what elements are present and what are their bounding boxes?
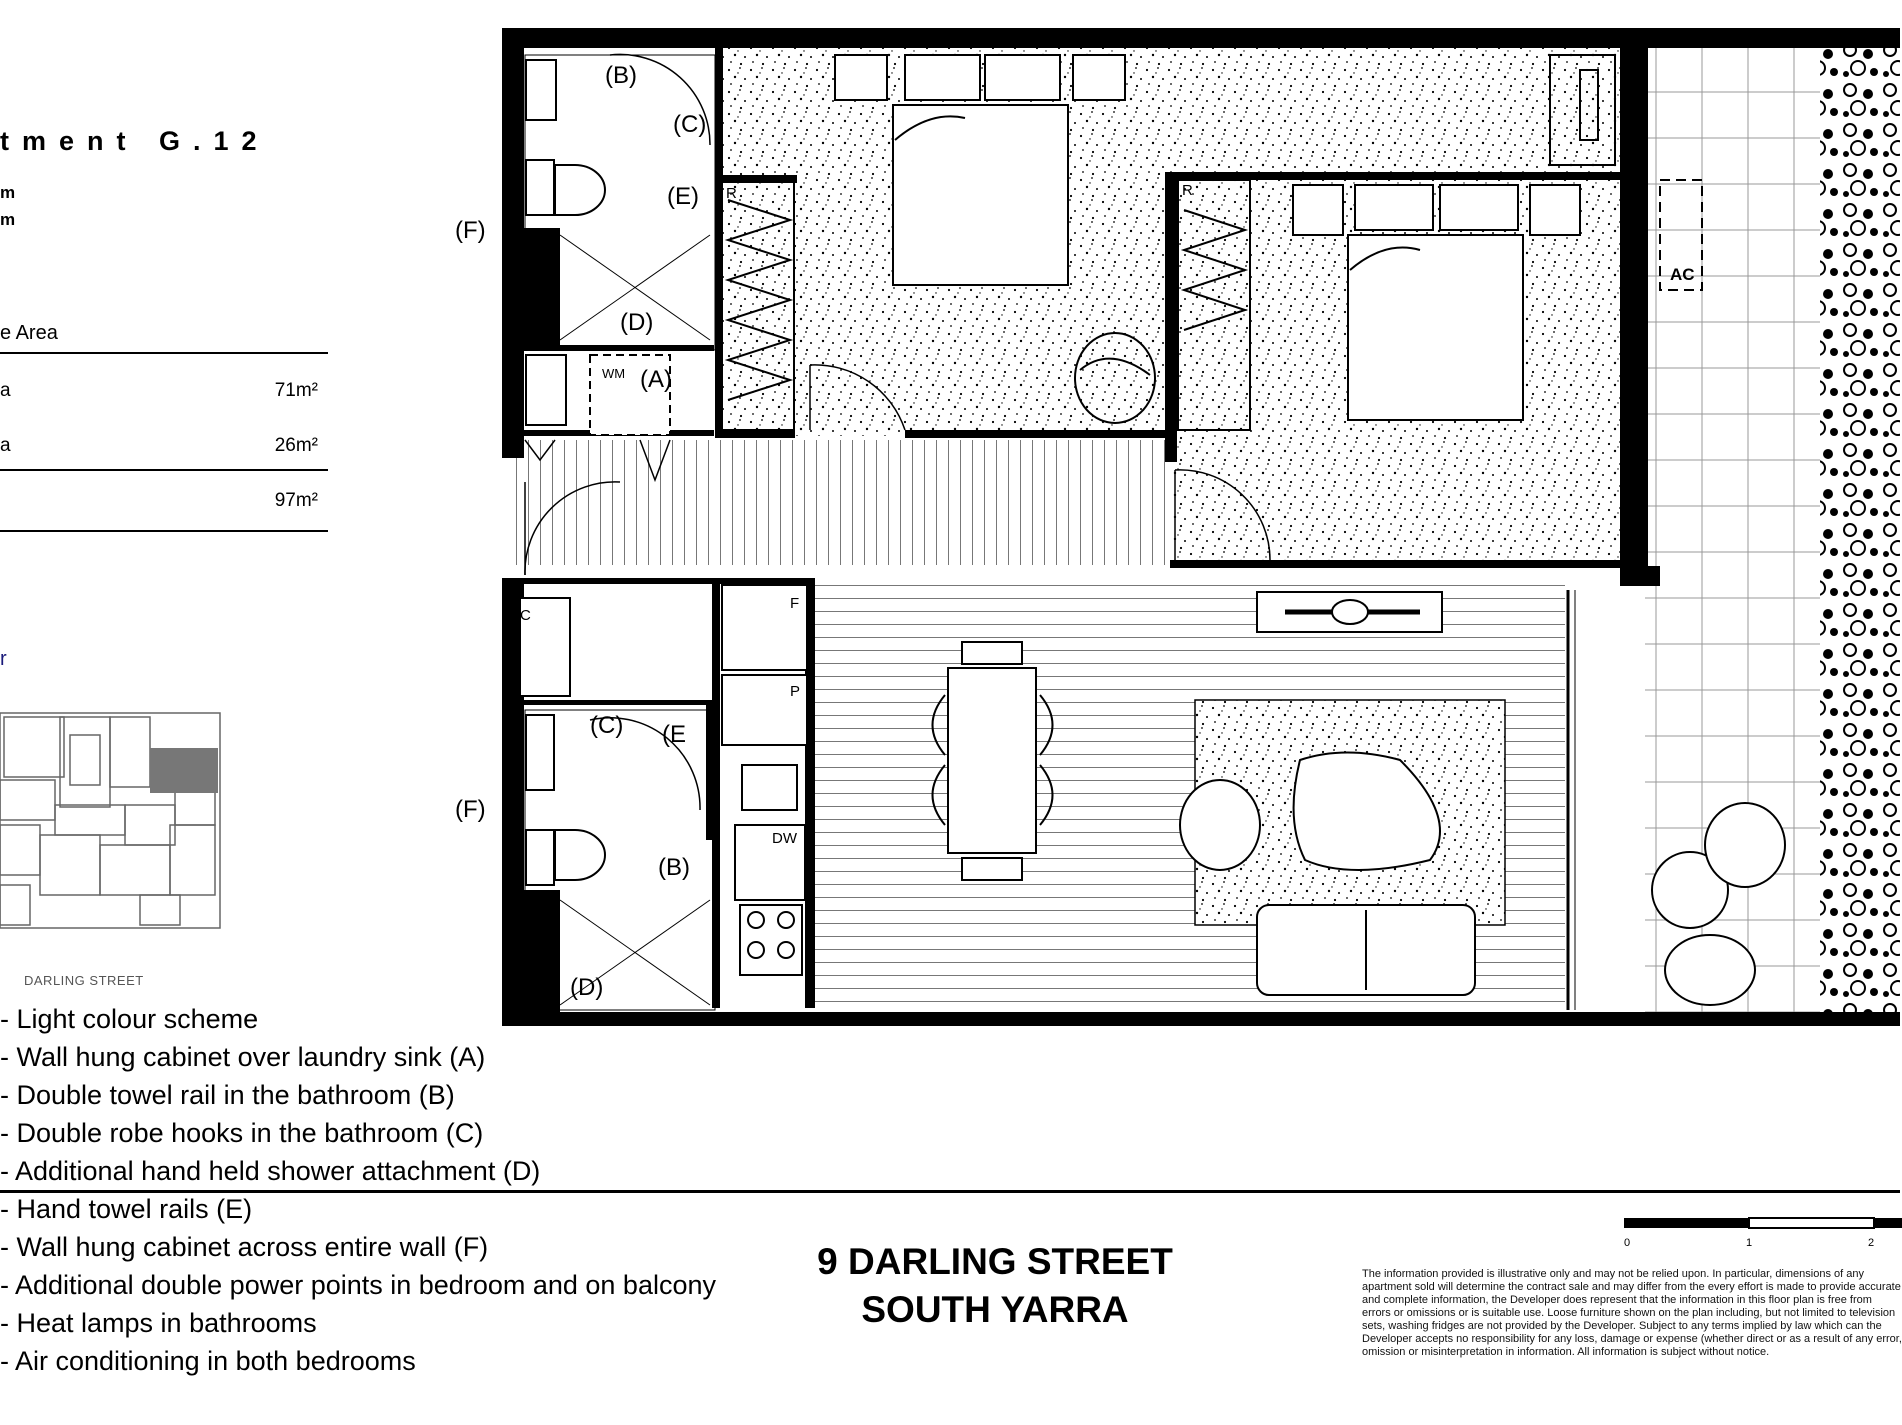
label-d: (D) — [620, 309, 654, 336]
label-e: (E) — [667, 183, 699, 210]
keyplan-street: DARLING STREET — [24, 973, 144, 988]
scale-label: 0 — [1624, 1237, 1631, 1249]
list-item: - Air conditioning in both bedrooms — [0, 1346, 416, 1376]
planter — [1820, 40, 1900, 1015]
label-pantry: P — [790, 683, 801, 700]
footer-divider — [0, 1190, 1900, 1193]
list-item: - Wall hung cabinet across entire wall (F) — [0, 1232, 489, 1262]
list-item: - Double towel rail in the bathroom (B) — [0, 1080, 455, 1110]
label-c: (C) — [673, 111, 707, 138]
area-value: 26m² — [274, 435, 318, 456]
location-label: r — [0, 648, 7, 670]
dining-table — [933, 642, 1053, 880]
address-line2: SOUTH YARRA — [861, 1289, 1129, 1330]
label-a: (A) — [640, 366, 672, 393]
tv-unit — [1257, 592, 1442, 632]
label-ac: AC — [1670, 265, 1695, 284]
label-b: (B) — [605, 62, 637, 89]
apartment-title: tment G.12 — [0, 126, 270, 156]
list-item: - Additional hand held shower attachment (D) — [0, 1156, 541, 1186]
scale-label: 1 — [1746, 1237, 1753, 1249]
list-item: - Double robe hooks in the bathroom (C) — [0, 1118, 484, 1148]
label-c: (C) — [590, 712, 624, 739]
label-dishwasher: DW — [772, 830, 797, 847]
area-value: 71m² — [274, 380, 318, 401]
list-item: - Wall hung cabinet over laundry sink (A) — [0, 1042, 486, 1072]
area-label: a — [0, 380, 11, 401]
label-robe: R — [1182, 182, 1193, 199]
label-b: (B) — [658, 854, 690, 881]
label-robe: R — [726, 185, 737, 202]
label-f: (F) — [455, 217, 486, 244]
label-fridge: F — [790, 595, 800, 612]
scale-label: 2 — [1868, 1237, 1875, 1249]
address-line1: 9 DARLING STREET — [817, 1241, 1173, 1282]
scale-bar — [1620, 1210, 1875, 1260]
bathrooms-line: m — [0, 210, 16, 229]
label-wm: WM — [602, 366, 626, 381]
area-heading: e Area — [0, 322, 58, 344]
list-item: - Light colour scheme — [0, 1004, 259, 1034]
label-f: (F) — [455, 796, 486, 823]
list-item: - Hand towel rails (E) — [0, 1194, 253, 1224]
list-item: - Heat lamps in bathrooms — [0, 1308, 317, 1338]
area-label: a — [0, 435, 11, 456]
list-item: - Additional double power points in bedroom and on balcony — [0, 1270, 716, 1300]
address — [780, 1238, 1210, 1334]
kitchen — [520, 585, 807, 975]
bedrooms-line: m — [0, 183, 16, 202]
disclaimer: The information provided is illustrative only and may not be relied upon. In particular, dimensions of any apartment sold will determine the contract sale and may differ from the every effort is made to provide accurate and complete information, the Developer does represent that the information in this floor plan is free from errors or omissions or is suitable use. Loose furniture shown on the plan including, but not limited to television sets, washing fridges are not provided by the Developer. Subject to any terms implied by law which can the Developer accepts no responsibility for any loss, damage or expense (whether direct or as a result of any error, omission or misinterpretation in information. All information is subject without notice. — [1362, 1268, 1902, 1358]
area-value: 97m² — [274, 490, 318, 511]
label-d: (D) — [570, 974, 604, 1001]
label-e: (E — [662, 721, 686, 748]
label-cupboard: C — [520, 607, 531, 624]
